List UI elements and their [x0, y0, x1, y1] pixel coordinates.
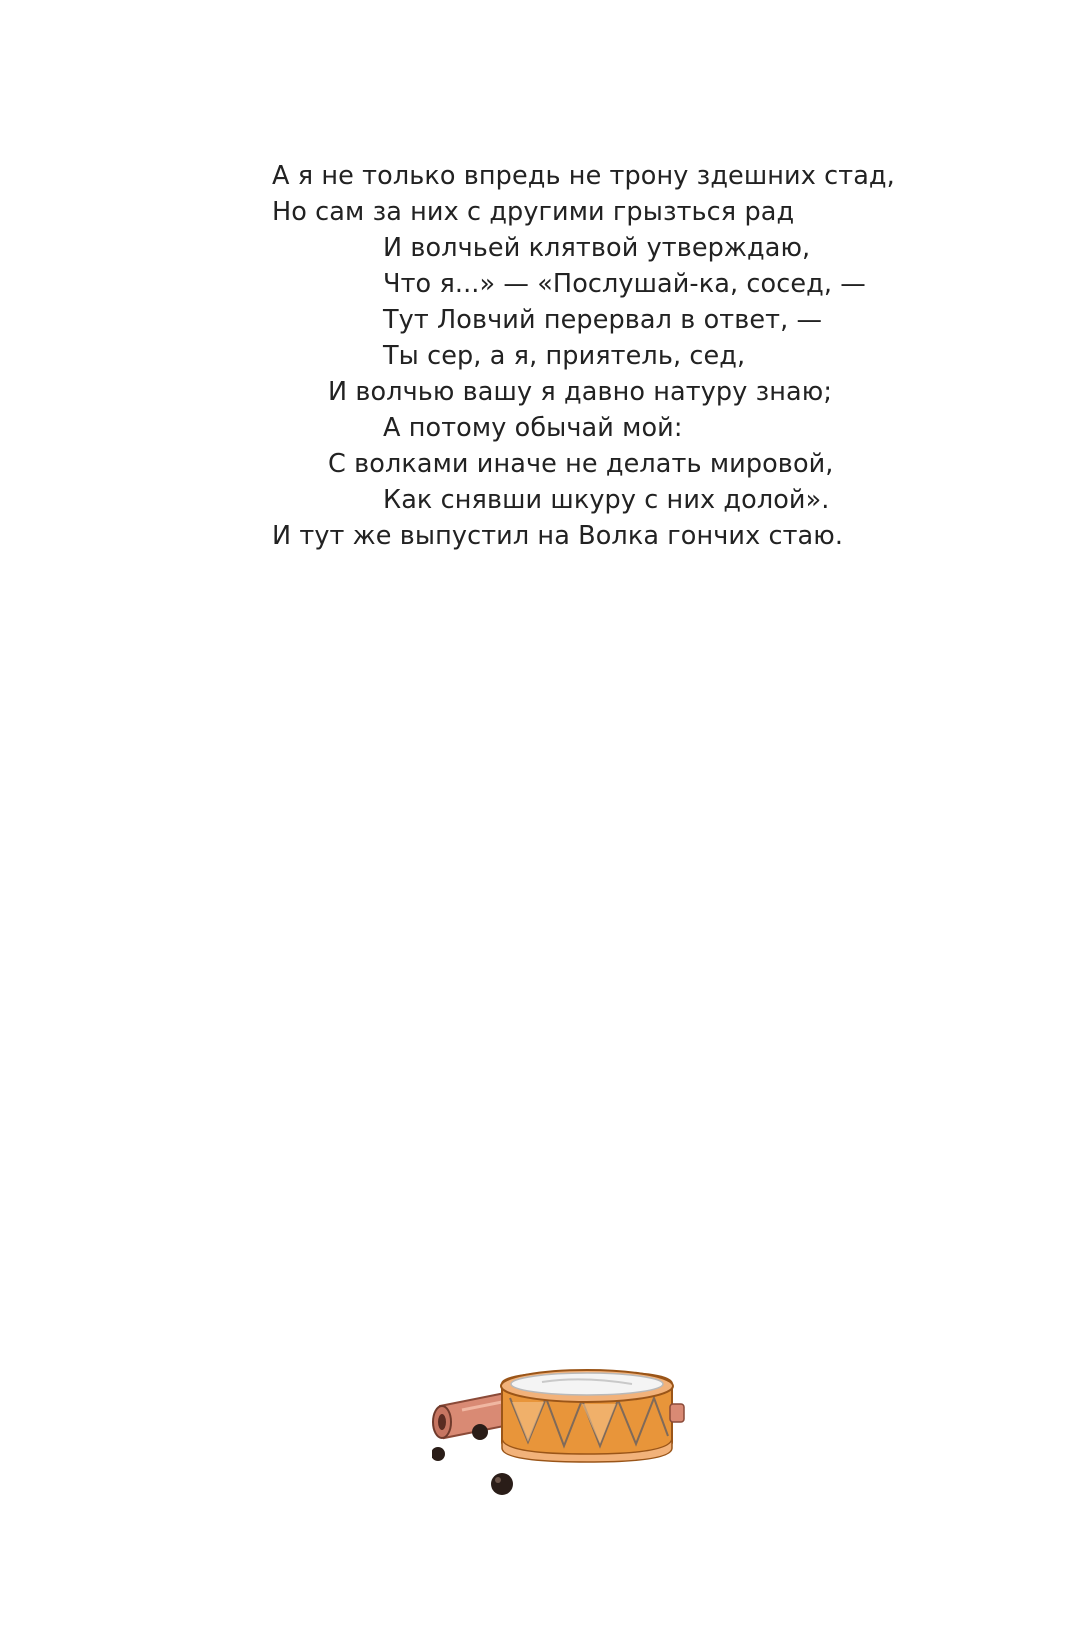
poem-line: Что я...» — «Послушай-ка, сосед, —	[383, 269, 866, 299]
poem-line: Тут Ловчий перервал в ответ, —	[383, 305, 823, 335]
poem-line: А потому обычай мой:	[383, 413, 683, 443]
poem-line: Но сам за них с другими грызться рад	[272, 197, 795, 227]
drum-and-cannon-icon	[432, 1362, 692, 1522]
poem-line: И волчью вашу я давно натуру знаю;	[328, 377, 833, 407]
cannonball-icon	[432, 1447, 445, 1461]
poem-line: И тут же выпустил на Волка гончих стаю.	[272, 521, 844, 551]
poem-line: С волками иначе не делать мировой,	[328, 449, 834, 479]
poem-line: И волчьей клятвой утверждаю,	[383, 233, 811, 263]
poem-line: Как снявши шкуру с них долой».	[383, 485, 830, 515]
poem-line: Ты сер, а я, приятель, сед,	[383, 341, 746, 371]
poem-line: А я не только впредь не трону здешних стад,	[272, 161, 895, 191]
cannonball-highlight	[495, 1477, 501, 1483]
drum-icon	[501, 1370, 684, 1462]
drum-illustration	[432, 1362, 692, 1522]
cannonball-icon	[491, 1473, 513, 1495]
cannonball-icon	[472, 1424, 488, 1440]
